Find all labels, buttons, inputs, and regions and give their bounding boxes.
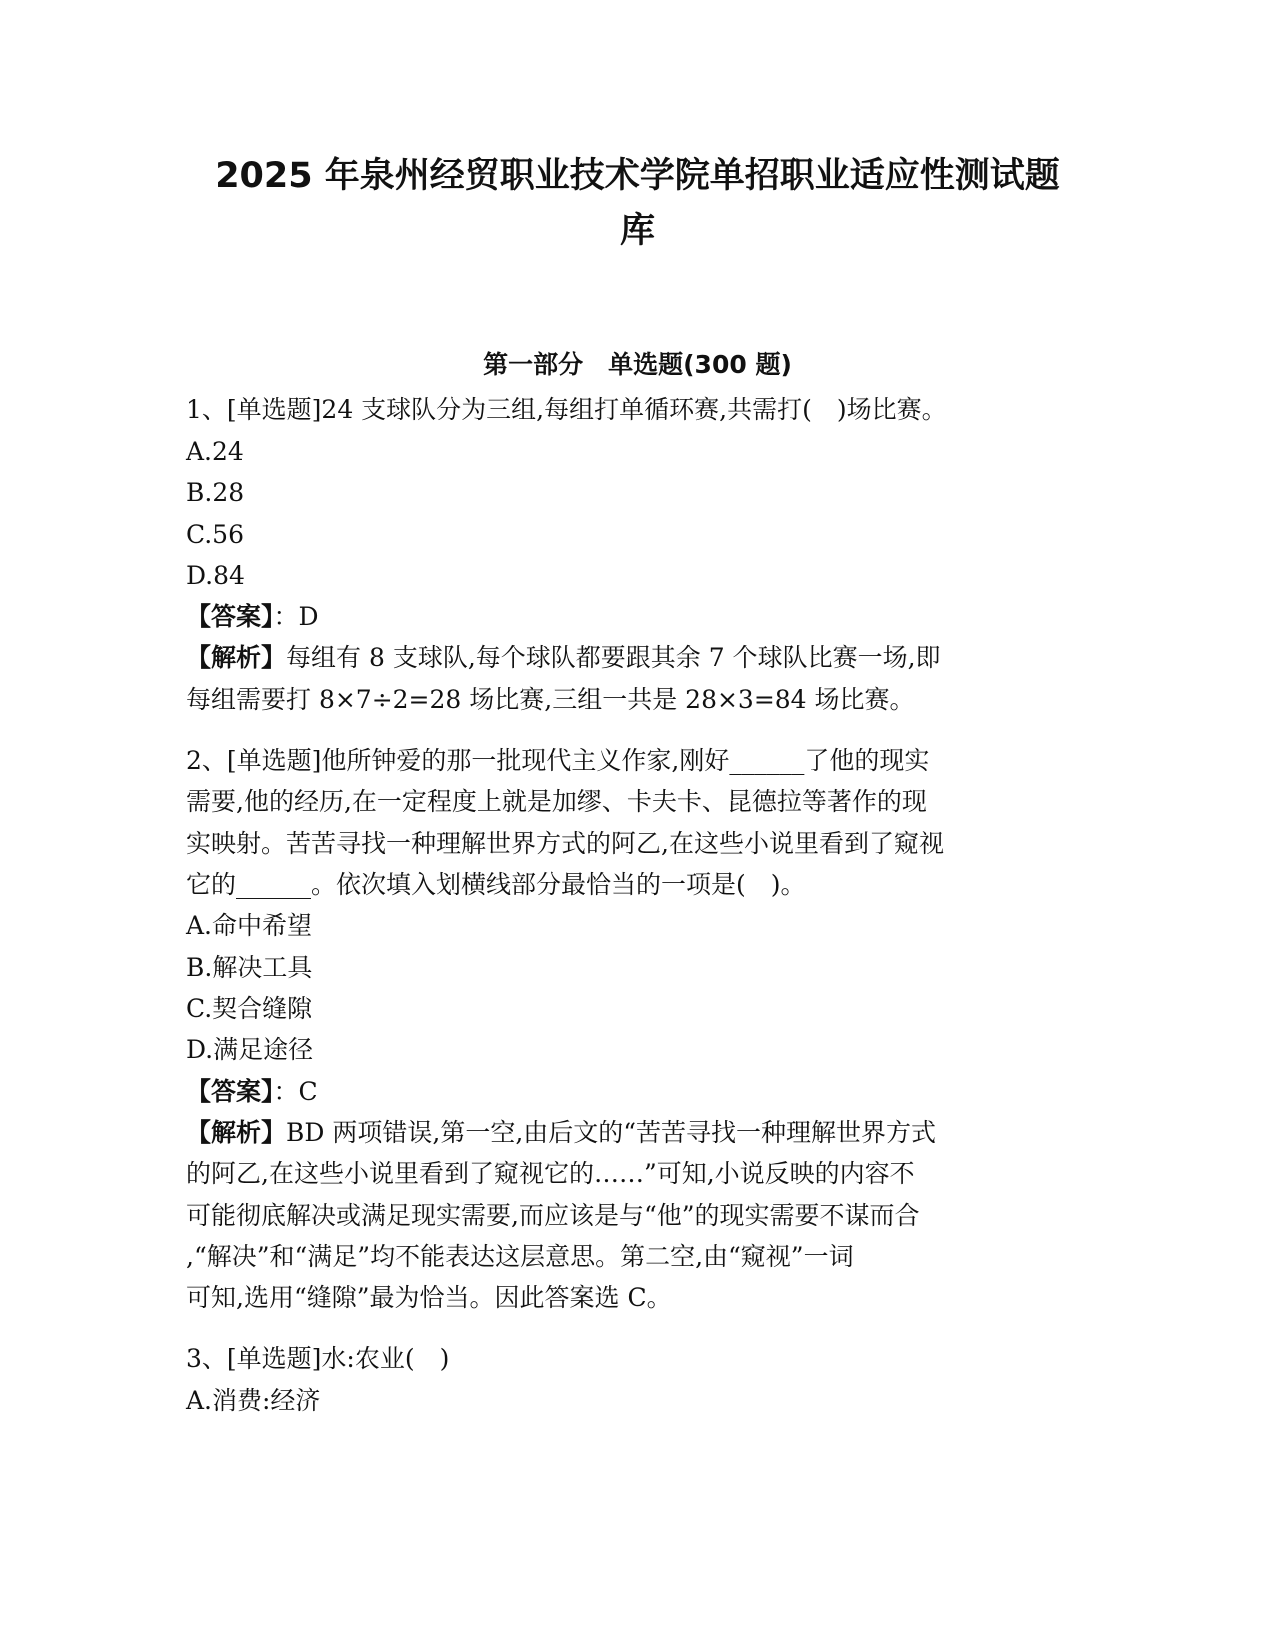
question-2-analysis-line: 可能彻底解决或满足现实需要,而应该是与“他”的现实需要不谋而合: [186, 1201, 920, 1230]
question-1-option-b: B.28: [186, 478, 245, 507]
question-3-stem: 3、[单选题]水:农业( ): [186, 1344, 450, 1373]
analysis-label: 【解析】: [186, 643, 287, 672]
question-2-analysis-line: 可知,选用“缝隙”最为恰当。因此答案选 C。: [186, 1283, 672, 1312]
answer-value: ：C: [273, 1077, 318, 1106]
question-2-stem: 2、[单选题]他所钟爱的那一批现代主义作家,刚好______了他的现实: [186, 746, 930, 775]
question-2-stem-line: 需要,他的经历,在一定程度上就是加缪、卡夫卡、昆德拉等著作的现: [186, 787, 927, 816]
question-1-analysis-line: 每组需要打 8×7÷2=28 场比赛,三组一共是 28×3=84 场比赛。: [186, 685, 915, 714]
question-2-option-b: B.解决工具: [186, 953, 313, 982]
analysis-text: 每组有 8 支球队,每个球队都要跟其余 7 个球队比赛一场,即: [286, 643, 941, 672]
question-1-stem: 1、[单选题]24 支球队分为三组,每组打单循环赛,共需打( )场比赛。: [186, 395, 947, 424]
question-2-answer: [186, 1074, 318, 1110]
question-2-option-c: C.契合缝隙: [186, 994, 313, 1023]
question-2-stem-line: 实映射。苦苦寻找一种理解世界方式的阿乙,在这些小说里看到了窥视: [186, 829, 944, 858]
analysis-label: 【解析】: [186, 1118, 287, 1147]
section-heading: 第一部分 单选题(300 题): [483, 350, 792, 379]
answer-label: 【答案】: [186, 1077, 274, 1106]
question-1-analysis: [186, 640, 941, 676]
question-1-option-d: D.84: [186, 561, 245, 590]
analysis-text: BD 两项错误,第一空,由后文的“苦苦寻找一种理解世界方式: [286, 1118, 937, 1147]
answer-label: 【答案】: [186, 602, 274, 631]
question-2-analysis-line: 的阿乙,在这些小说里看到了窥视它的……”可知,小说反映的内容不: [186, 1159, 915, 1188]
question-3-option-a: A.消费:经济: [186, 1386, 321, 1415]
question-2-analysis: [186, 1115, 936, 1151]
question-2-stem-line: 它的______。依次填入划横线部分最恰当的一项是( )。: [186, 870, 806, 899]
question-1-answer: [186, 599, 319, 635]
answer-value: ：D: [273, 602, 319, 631]
question-2-analysis-line: ,“解决”和“满足”均不能表达这层意思。第二空,由“窥视”一词: [186, 1242, 854, 1271]
question-1-option-a: A.24: [186, 437, 244, 466]
document-title-continued: 库: [619, 211, 655, 251]
document-title: 2025 年泉州经贸职业技术学院单招职业适应性测试题: [215, 156, 1060, 196]
question-2-option-d: D.满足途径: [186, 1035, 314, 1064]
question-1-option-c: C.56: [186, 520, 244, 549]
question-2-option-a: A.命中希望: [186, 911, 313, 940]
